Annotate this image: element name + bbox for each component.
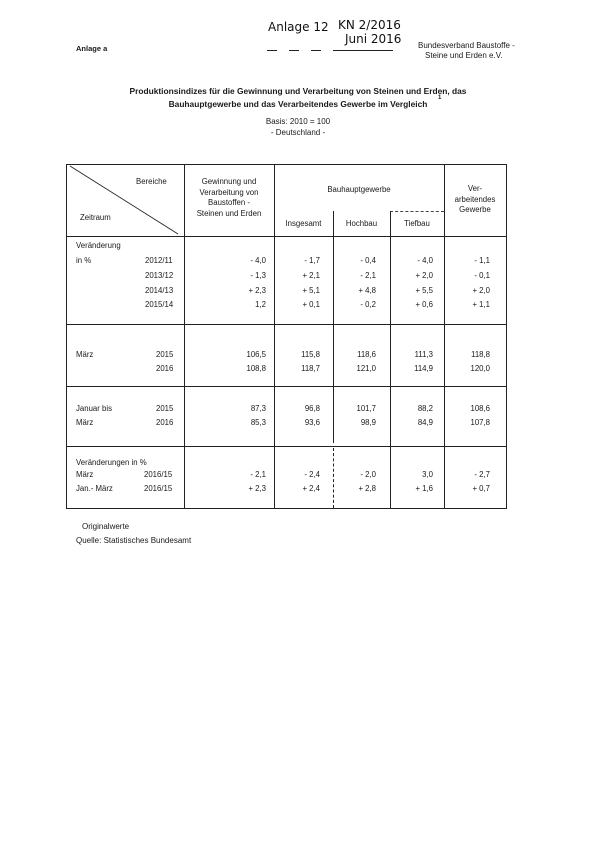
stamp-blank-line xyxy=(333,50,393,51)
stamp-blank-line xyxy=(289,50,299,51)
index-basis: Basis: 2010 = 100 xyxy=(265,117,331,126)
date-stamp: Juni 2016 xyxy=(345,32,402,46)
column-divider xyxy=(274,164,275,508)
kn-number-stamp: KN 2/2016 xyxy=(338,18,401,32)
corner-diagonal xyxy=(66,164,184,236)
corner-label-period: Zeitraum xyxy=(80,213,111,222)
section-divider xyxy=(66,324,507,325)
header-hochbau: Hochbau xyxy=(345,219,378,228)
stamp-blank-line xyxy=(311,50,321,51)
document-title-line2: Bauhauptgewerbe und das Verarbeitendes Gewerbe im Vergleich xyxy=(168,99,428,109)
footnote-text: Originalwerte xyxy=(82,522,130,531)
header-verarbeitendes-gewerbe: Ver- arbeitendes Gewerbe xyxy=(454,184,496,214)
region-scope: - Deutschland - xyxy=(270,128,326,137)
section-label: Veränderungen in % xyxy=(76,458,147,467)
header-bauhauptgewerbe: Bauhauptgewerbe xyxy=(327,185,391,194)
section-label: Veränderung xyxy=(76,241,121,250)
annex-label: Anlage a xyxy=(76,44,108,53)
corner-label-areas: Bereiche xyxy=(136,177,167,186)
header-tiefbau: Tiefbau xyxy=(404,219,430,228)
table-bottom-border xyxy=(66,508,507,509)
source-text: Quelle: Statistisches Bundesamt xyxy=(76,536,192,545)
stamp-blank-line xyxy=(267,50,277,51)
annex-number-stamp: Anlage 12 xyxy=(268,20,329,34)
section-label: in % xyxy=(76,256,92,265)
section-label: März xyxy=(76,418,94,427)
section-label: Januar bis xyxy=(76,404,112,413)
document-title-line1: Produktionsindizes für die Gewinnung und Verarbeitung von Steinen und Erden, das xyxy=(129,86,467,96)
section-divider xyxy=(66,446,507,447)
section-label: März xyxy=(76,350,94,359)
footnote-marker: 1 xyxy=(438,95,442,101)
dotted-rule xyxy=(390,211,444,212)
organization-name-line2: Steine und Erden e.V. xyxy=(425,51,503,60)
column-divider xyxy=(444,164,445,508)
table-right-border xyxy=(506,164,507,508)
header-gewinnung: Gewinnung und Verarbeitung von Baustoffen - Steinen und Erden xyxy=(196,177,262,218)
section-divider xyxy=(66,386,507,387)
header-insgesamt: Insgesamt xyxy=(285,219,322,228)
organization-name-line1: Bundesverband Baustoffe - xyxy=(418,41,515,50)
header-bottom-border xyxy=(66,236,507,237)
